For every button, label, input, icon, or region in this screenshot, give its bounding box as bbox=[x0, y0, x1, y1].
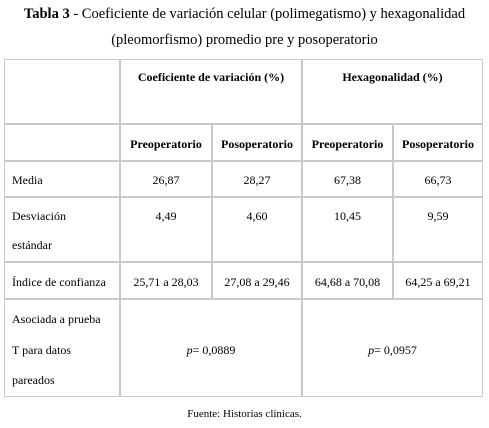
row-desviacion-label-line1: Desviación bbox=[12, 209, 66, 223]
row-desviacion-value-3-text: 10,45 bbox=[334, 209, 361, 223]
row-indice-value-3 bbox=[302, 262, 393, 299]
row-media-value-3-text: 67,38 bbox=[334, 173, 361, 187]
p2-value: = 0,0957 bbox=[374, 343, 417, 357]
row-media-value-2-text: 28,27 bbox=[243, 173, 271, 187]
header-group-coeficiente bbox=[120, 59, 302, 124]
header-posoperatorio-1 bbox=[212, 124, 302, 161]
row-desviacion-value-1 bbox=[120, 197, 212, 262]
row-asociada-pvalue-coeficiente bbox=[120, 299, 302, 397]
row-desviacion-value-1-text: 4,49 bbox=[155, 209, 177, 223]
row-indice-value-4 bbox=[393, 262, 483, 299]
row-desviacion-value-2 bbox=[212, 197, 302, 262]
row-asociada-label-line1: Asociada a prueba bbox=[12, 312, 101, 326]
row-media-value-4 bbox=[393, 161, 483, 197]
row-indice-value-4-text: 64,25 a 69,21 bbox=[405, 275, 471, 289]
caption-title: - Coeficiente de variación celular (polimegatismo) y hexagonalidad bbox=[69, 6, 466, 22]
row-desviacion-value-3 bbox=[302, 197, 393, 262]
row-media-value-3 bbox=[302, 161, 393, 197]
header-posoperatorio-2-label: Posoperatorio bbox=[402, 137, 474, 151]
p1-value: = 0,0889 bbox=[192, 343, 236, 357]
header-posoperatorio-2 bbox=[393, 124, 483, 161]
row-media-value-2 bbox=[212, 161, 302, 197]
row-desviacion-label-cell bbox=[4, 197, 120, 262]
row-indice-label-cell bbox=[4, 262, 120, 299]
p-symbol: p bbox=[186, 343, 193, 357]
p-symbol: p bbox=[368, 343, 375, 357]
header-empty-cell bbox=[4, 59, 120, 124]
header-group-coeficiente-label: Coeficiente de variación (%) bbox=[137, 70, 285, 84]
row-asociada-label-cell bbox=[4, 299, 120, 397]
row-indice-value-3-text: 64,68 a 70,08 bbox=[314, 275, 381, 289]
header-group-hexagonalidad bbox=[302, 59, 483, 124]
row-asociada-label-line3: pareados bbox=[12, 373, 55, 387]
row-media-label: Media bbox=[12, 173, 43, 187]
row-indice-value-2 bbox=[212, 262, 302, 299]
table-caption-line1 bbox=[0, 6, 489, 23]
header-group-hexagonalidad-label: Hexagonalidad (%) bbox=[342, 70, 443, 84]
table-caption-line2: (pleomorfismo) promedio pre y posoperatorio bbox=[111, 32, 378, 48]
row-media-value-1-text: 26,87 bbox=[152, 173, 180, 187]
table-label: Tabla 3 bbox=[23, 6, 70, 22]
row-indice-value-1-text: 25,71 a 28,03 bbox=[133, 275, 199, 289]
row-indice-value-2-text: 27,08 a 29,46 bbox=[224, 275, 290, 289]
row-desviacion-value-4-text: 9,59 bbox=[427, 209, 449, 223]
row-asociada-pvalue-hexagonalidad bbox=[302, 299, 483, 397]
row-indice-label: Índice de confianza bbox=[12, 275, 106, 289]
header-empty-cell-2 bbox=[4, 124, 120, 161]
row-desviacion-value-2-text: 4,60 bbox=[246, 209, 268, 223]
row-asociada-pvalue-hexagonalidad-text bbox=[303, 343, 482, 358]
row-desviacion-label-line2: estándar bbox=[12, 238, 52, 252]
row-desviacion-value-4 bbox=[393, 197, 483, 262]
row-indice-value-1 bbox=[120, 262, 212, 299]
row-media-value-4-text: 66,73 bbox=[424, 173, 452, 187]
row-asociada-pvalue-coeficiente-text bbox=[121, 343, 301, 358]
header-preoperatorio-2-label: Preoperatorio bbox=[311, 137, 384, 151]
source-footnote: Fuente: Historias clínicas. bbox=[187, 408, 302, 420]
header-posoperatorio-1-label: Posoperatorio bbox=[221, 137, 293, 151]
row-media-label-cell bbox=[4, 161, 120, 197]
header-preoperatorio-1-label: Preoperatorio bbox=[130, 137, 202, 151]
header-preoperatorio-1 bbox=[120, 124, 212, 161]
header-preoperatorio-2 bbox=[302, 124, 393, 161]
row-asociada-label-line2: T para datos bbox=[12, 343, 72, 357]
row-media-value-1 bbox=[120, 161, 212, 197]
